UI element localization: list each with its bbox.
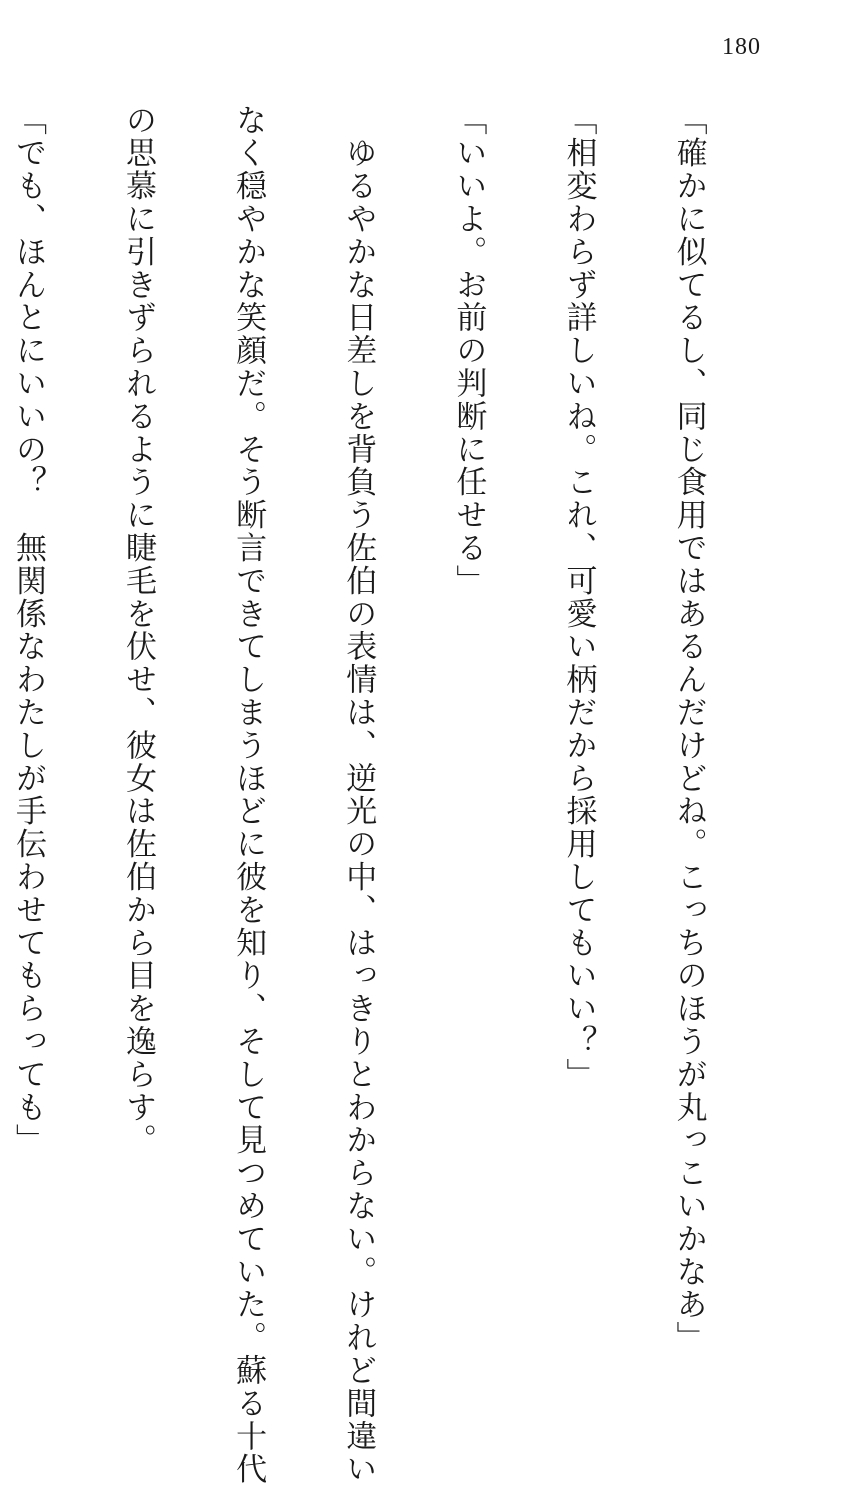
text-line: ゆるやかな日差しを背負う佐伯の表情は、逆光の中、はっきりとわからない。けれど間違い [340,104,377,1486]
text-line: 「相変わらず詳しいね。これ、可愛い柄だから採用してもいい？」 [560,104,597,1091]
text-line: 「確かに似てるし、同じ食用ではあるんだけどね。こっちのほうが丸っこいかなあ」 [670,104,707,1355]
text-line: 「でも、ほんとにいいの？ 無関係なわたしが手伝わせてもらっても」 [9,104,46,1157]
text-line: 「いいよ。お前の判断に任せる」 [450,104,487,598]
page-number: 180 [722,34,761,60]
novel-text-column-block [9,104,780,1486]
text-line: の思慕に引きずられるように睫毛を伏せ、彼女は佐伯から目を逸らす。 [120,104,157,1157]
text-line: なく穏やかな笑顔だ。そう断言できてしまうほどに彼を知り、そして見つめていた。蘇る十代 [230,104,267,1486]
